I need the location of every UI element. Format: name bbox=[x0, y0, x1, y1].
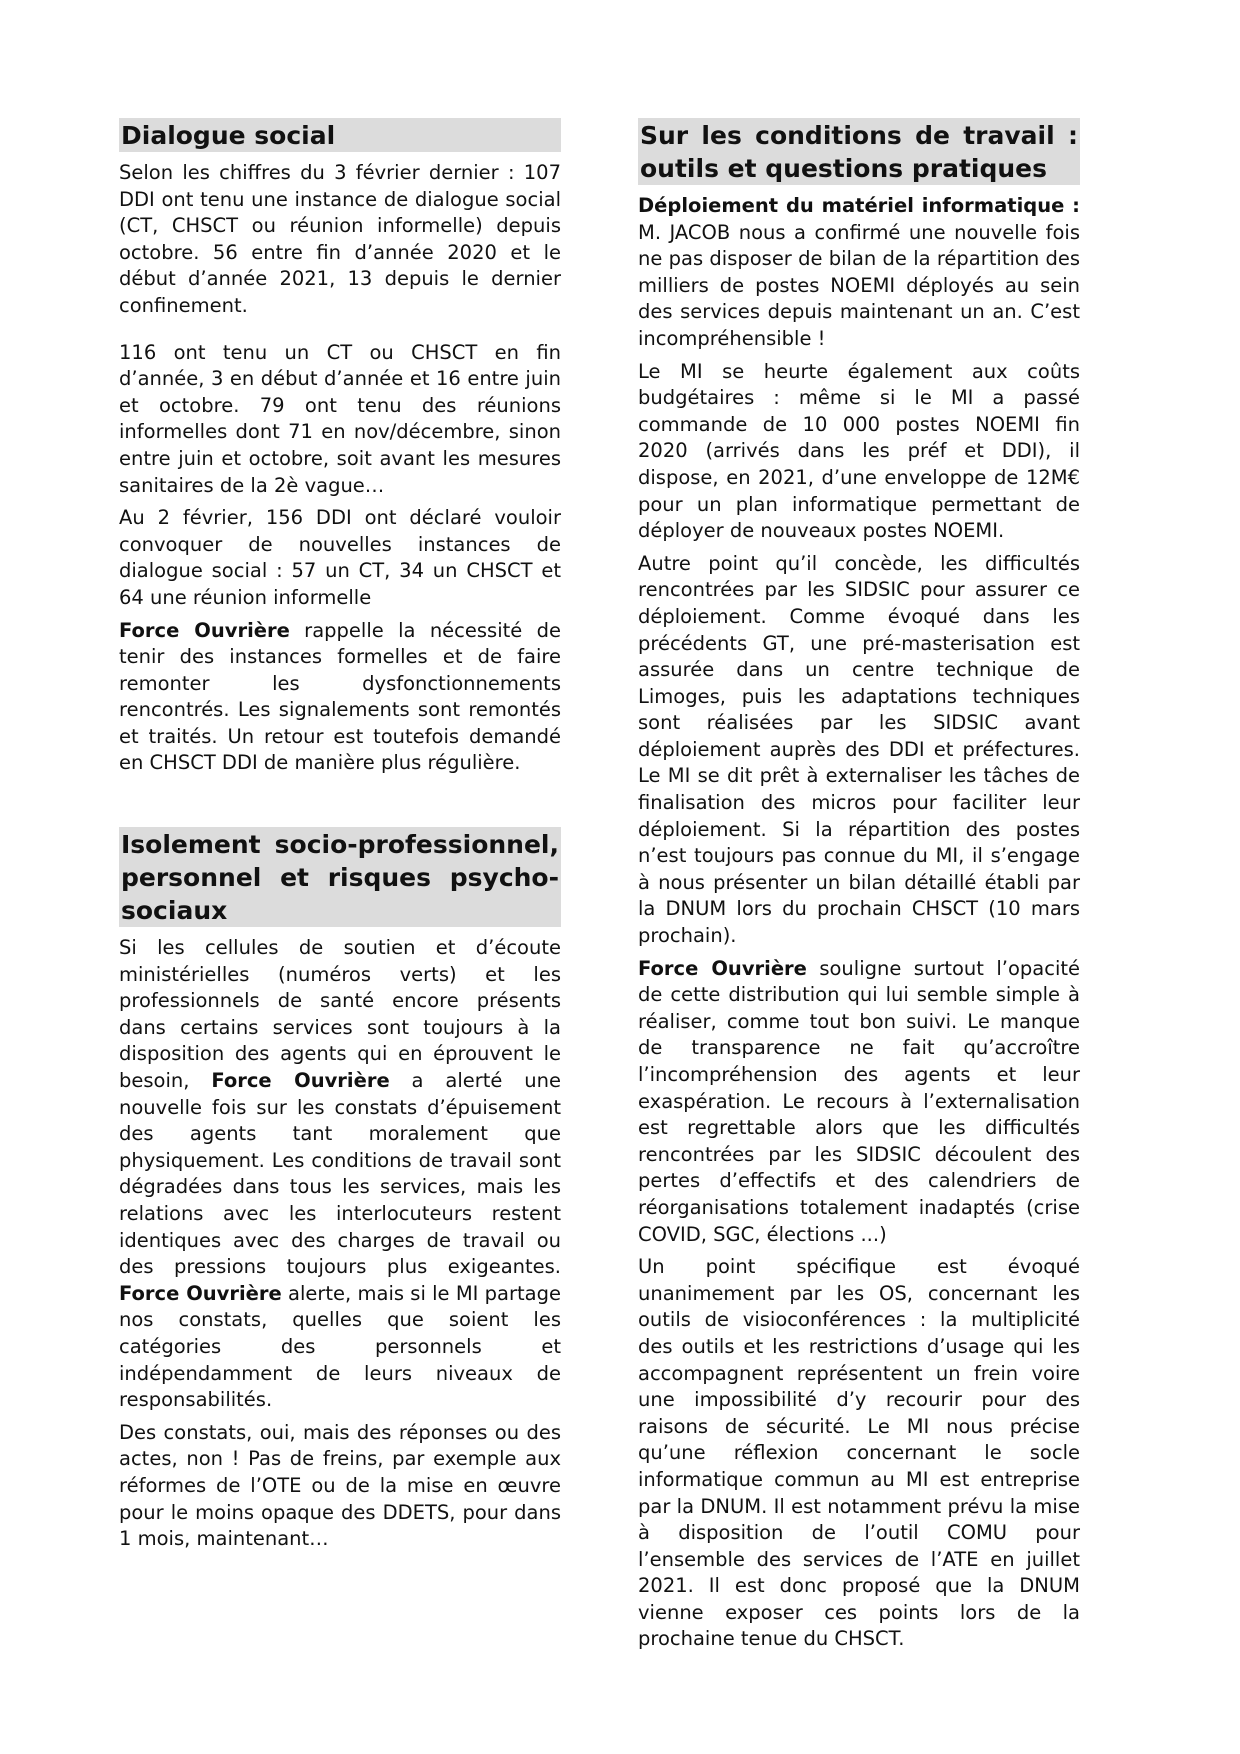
bold-text: Force Ouvrière bbox=[119, 618, 290, 642]
text: Si les cellules de soutien et d’écoute ministérielles (numéros verts) et les professionnels de santé encore présents dans certains services sont toujours à la disposition des agents qui en éprouvent le besoin, bbox=[119, 936, 561, 1093]
paragraph: Au 2 février, 156 DDI ont déclaré vouloir convoquer de nouvelles instances de dialogue social : 57 un CT, 34 un CHSCT et 64 une réunion informelle bbox=[119, 506, 561, 609]
right-column bbox=[638, 118, 1080, 1659]
paragraph bbox=[119, 935, 561, 1414]
paragraph: Le MI se heurte également aux coûts budgétaires : même si le MI a passé commande de 10 000 postes NOEMI fin 2020 (arrivés dans les préf et DDI), il dispose, en 2021, d’une enveloppe de 12M€ pour un plan informatique permettant de déployer de nouveaux postes NOEMI. bbox=[638, 359, 1080, 543]
section-heading-dialogue-social: Dialogue social bbox=[119, 118, 561, 152]
paragraph: 116 ont tenu un CT ou CHSCT en fin d’année, 3 en début d’année et 16 entre juin et octobre. 79 ont tenu des réunions informelles dont 71 en nov/décembre, sinon entre juin et octobre, soit avant les mesures sanitaires de la 2è vague… bbox=[119, 340, 561, 497]
paragraph bbox=[638, 956, 1080, 1249]
bold-text: Force Ouvrière bbox=[211, 1069, 390, 1093]
paragraph: Autre point qu’il concède, les difficultés rencontrées par les SIDSIC pour assurer ce déploiement. Comme évoqué dans les précédents GT, une pré-masterisation est assurée dans un centre technique de Limoges, puis les adaptations techniques sont réalisées par les SIDSIC avant déploiement auprès des DDI et préfectures. Le MI se dit prêt à externaliser les tâches de finalisation des micros pour faciliter leur déploiement. Si la répartition des postes n’est toujours pas connue du MI, il s’engage à nous présenter un bilan détaillé établi par la DNUM lors du prochain CHSCT (10 mars prochain). bbox=[638, 551, 1080, 948]
section-heading-isolement: Isolement socio-professionnel, personnel et risques psycho-sociaux bbox=[119, 827, 561, 927]
text: M. JACOB nous a confirmé une nouvelle fois ne pas disposer de bilan de la répartition des milliers de postes NOEMI déployés au sein des services depuis maintenant un an. C’est incompréhensible ! bbox=[638, 220, 1080, 350]
bold-text: Déploiement du matériel informatique : bbox=[638, 194, 1080, 217]
paragraph bbox=[638, 193, 1080, 353]
text: a alerté une nouvelle fois sur les constats d’épuisement des agents tant moralement que physiquement. Les conditions de travail sont dégradées dans tous les services, mais les relations avec les interlocuteurs restent identiques avec des charges de travail ou des pressions toujours plus exigeantes. bbox=[119, 1069, 561, 1279]
text: alerte, mais si le MI partage nos constats, quelles que soient les catégories des personnels et indépendamment de leurs niveaux de responsabilités. bbox=[119, 1281, 561, 1412]
text: souligne surtout l’opacité de cette distribution qui lui semble simple à réaliser, comme tout bon suivi. Le manque de transparence ne fait qu’accroître l’incompréhension des agents et leur exaspération. Le recours à l’externalisation est regrettable alors que les difficultés rencontrées par les SIDSIC découlent des pertes d’effectifs et des calendriers de réorganisations totalement inadaptés (crise COVID, SGC, élections ...) bbox=[638, 956, 1081, 1246]
bold-text: Force Ouvrière bbox=[638, 956, 807, 980]
bold-text: Force Ouvrière bbox=[119, 1281, 282, 1305]
paragraph: Des constats, oui, mais des réponses ou des actes, non ! Pas de freins, par exemple aux réformes de l’OTE ou de la mise en œuvre pour le moins opaque des DDETS, pour dans 1 mois, maintenant… bbox=[119, 1420, 561, 1551]
text: rappelle la nécessité de tenir des instances formelles et de faire remonter les dysfonctionnements rencontrés. Les signalements sont remontés et traités. Un retour est toutefois demandé en CHSCT DDI de manière plus régulière. bbox=[119, 618, 562, 775]
left-column bbox=[119, 118, 561, 1559]
section-heading-conditions-travail: Sur les conditions de travail : outils et questions pratiques bbox=[638, 118, 1080, 185]
paragraph: Selon les chiffres du 3 février dernier : 107 DDI ont tenu une instance de dialogue social (CT, CHSCT ou réunion informelle) depuis octobre. 56 entre fin d’année 2020 et le début d’année 2021, 13 depuis le dernier confinement. bbox=[119, 161, 561, 317]
paragraph bbox=[119, 618, 561, 778]
paragraph: Un point spécifique est évoqué unanimement par les OS, concernant les outils de visioconférences : la multiplicité des outils et les restrictions d’usage qui les accompagnent représentent un frein voire une impossibilité d’y recourir pour des raisons de sécurité. Le MI nous précise qu’une réflexion concernant le socle informatique commun au MI est entreprise par la DNUM. Il est notamment prévu la mise à disposition de l’outil COMU pour l’ensemble des services de l’ATE en juillet 2021. Il est donc proposé que la DNUM vienne exposer ces points lors de la prochaine tenue du CHSCT. bbox=[638, 1255, 1080, 1651]
